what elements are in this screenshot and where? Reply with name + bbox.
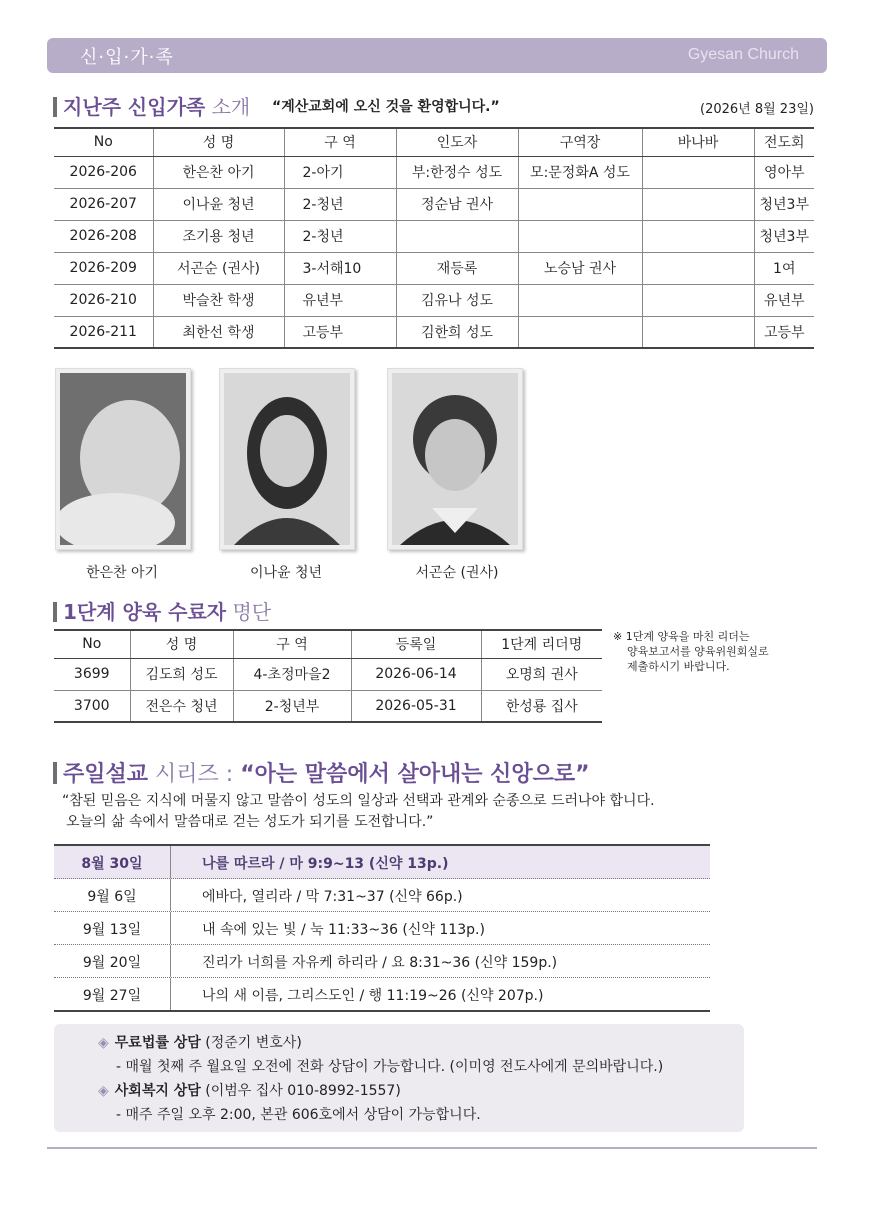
elder-portrait-icon: [392, 373, 518, 545]
woman-portrait-icon: [224, 373, 350, 545]
sermon-row: 9월 6일 에바다, 열리라 / 막 7:31~37 (신약 66p.): [54, 879, 710, 912]
photo-caption: 이나윤 청년: [249, 565, 323, 581]
diamond-icon: ◈: [98, 1083, 109, 1099]
table-row: 2026-207 이나윤 청년 2-청년 정순남 권사 청년3부: [54, 188, 814, 220]
col-name: 성 명: [153, 128, 284, 156]
col-mission: 전도회: [754, 128, 814, 156]
table-row: 2026-209 서곤순 (권사) 3-서해10 재등록 노승남 권사 1여: [54, 252, 814, 284]
newcomers-table: [54, 127, 814, 349]
baby-portrait-icon: [60, 373, 186, 545]
table-row: 2026-211 최한선 학생 고등부 김한희 성도 고등부: [54, 316, 814, 348]
table-row: 3699 김도희 성도 4-초정마을2 2026-06-14 오명희 권사: [54, 658, 602, 690]
photo-young-woman: [219, 368, 355, 550]
col-registered: 등록일: [351, 630, 481, 658]
sermon-row: 9월 13일 내 속에 있는 빛 / 눅 11:33~36 (신약 113p.): [54, 912, 710, 945]
col-no: No: [54, 128, 153, 156]
photo-caption: 한은찬 아기: [85, 565, 159, 581]
col-no: No: [54, 630, 130, 658]
col-leader: 1단계 리더명: [481, 630, 602, 658]
sermon-row: 9월 27일 나의 새 이름, 그리스도인 / 행 11:19~26 (신약 207p.): [54, 978, 710, 1012]
sermon-row: 9월 20일 진리가 너희를 자유케 하리라 / 요 8:31~36 (신약 159p.): [54, 945, 710, 978]
training-table: [54, 629, 602, 723]
photo-caption: 서곤순 (권사): [415, 565, 499, 581]
church-name: Gyesan Church: [687, 46, 799, 63]
photo-elder-woman: [387, 368, 523, 550]
sermon-title: 주일설교 시리즈 : “아는 말씀에서 살아내는 신앙으로”: [53, 757, 590, 788]
sermon-row: 8월 30일 나를 따르라 / 마 9:9~13 (신약 13p.): [54, 844, 710, 879]
header-bar: [47, 38, 827, 73]
training-note: ※ 1단계 양육을 마친 리더는 양육보고서를 양육위원회실로 제출하시기 바랍니다.: [613, 630, 769, 673]
bottom-rule: [47, 1147, 817, 1149]
consultation-info: ◈ 무료법률 상담 (정준기 변호사) - 매월 첫째 주 월요일 오전에 전화 상담이 가능합니다. (이미영 전도사에게 문의바랍니다.) ◈ 사회복지 상담 (이범우 집사 010-8992-1557) - 매주 주일 오후 2:00, 본관 606호에서 상담이 가능합니다.: [54, 1024, 744, 1132]
col-district: 구 역: [233, 630, 351, 658]
welcome-message: “계산교회에 오신 것을 환영합니다.”: [272, 99, 500, 115]
diamond-icon: ◈: [98, 1035, 109, 1051]
col-guide: 인도자: [396, 128, 518, 156]
col-barnabas: 바나바: [642, 128, 754, 156]
table-row: 2026-208 조기용 청년 2-청년 청년3부: [54, 220, 814, 252]
photo-baby: [55, 368, 191, 550]
sermon-schedule: [54, 844, 710, 1012]
table-row: 3700 전은수 청년 2-청년부 2026-05-31 한성룡 집사: [54, 690, 602, 722]
col-leader: 구역장: [518, 128, 642, 156]
table-row: 2026-206 한은찬 아기 2-아기 부:한정수 성도 모:문정화A 성도 영아부: [54, 156, 814, 188]
col-district: 구 역: [284, 128, 396, 156]
col-name: 성 명: [130, 630, 233, 658]
newcomers-title: 지난주 신입가족 소개: [53, 91, 250, 120]
table-row: 2026-210 박슬찬 학생 유년부 김유나 성도 유년부: [54, 284, 814, 316]
header-title: 신·입·가·족: [80, 47, 174, 68]
newcomers-date: (2026년 8월 23일): [700, 102, 814, 117]
sermon-intro: “참된 믿음은 지식에 머물지 않고 말씀이 성도의 일상과 선택과 관계와 순종으로 드러나야 합니다. 오늘의 삶 속에서 말씀대로 걷는 성도가 되기를 도전합니다.”: [62, 793, 655, 830]
training-title: 1단계 양육 수료자 명단: [53, 596, 271, 625]
